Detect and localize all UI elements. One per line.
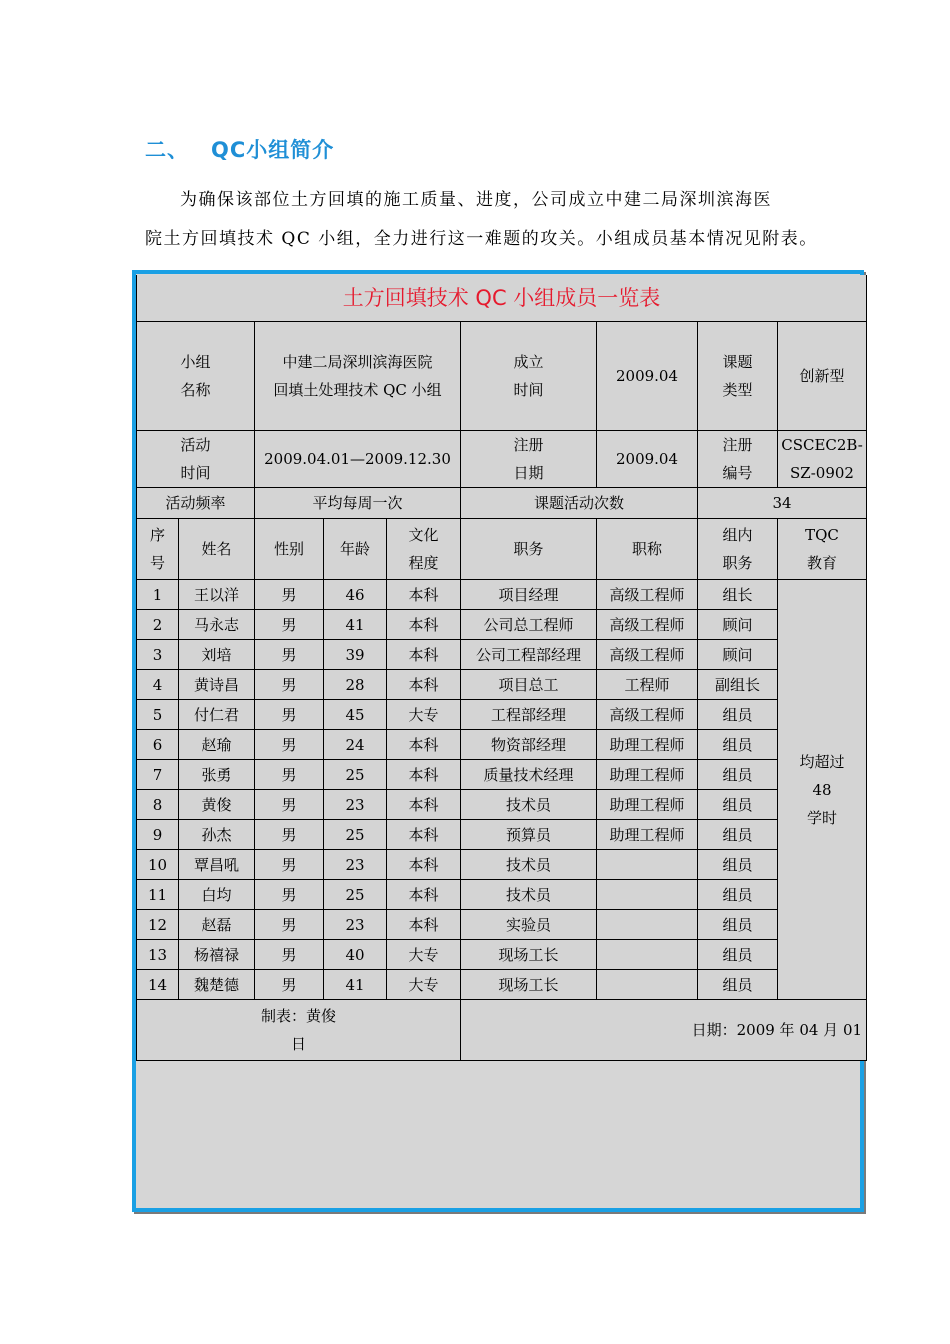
member-name: 张勇 [179,760,255,790]
member-no: 1 [137,580,179,610]
member-title: 助理工程师 [597,820,698,850]
member-education: 本科 [387,790,461,820]
tqc-value: 均超过 48 学时 [778,580,867,1000]
member-gender: 男 [255,790,324,820]
member-no: 14 [137,970,179,1000]
col-gender: 性别 [255,519,324,580]
member-position: 工程部经理 [461,700,597,730]
col-title: 职称 [597,519,698,580]
member-position: 现场工长 [461,940,597,970]
section-number: 二、 [145,138,189,162]
member-title: 高级工程师 [597,640,698,670]
member-role: 组员 [698,880,778,910]
table-row [137,850,867,880]
member-position: 项目经理 [461,580,597,610]
member-no: 13 [137,940,179,970]
member-title [597,910,698,940]
member-position: 现场工长 [461,970,597,1000]
founded-label: 成立 时间 [461,322,597,431]
topic-type-label: 课题 类型 [698,322,778,431]
member-gender: 男 [255,820,324,850]
member-name: 魏楚德 [179,970,255,1000]
member-education: 本科 [387,670,461,700]
section-heading [145,134,334,164]
member-title [597,850,698,880]
member-age: 25 [324,880,387,910]
member-name: 刘培 [179,640,255,670]
member-no: 10 [137,850,179,880]
frequency-label: 活动频率 [137,488,255,519]
table-row [137,580,867,610]
member-name: 孙杰 [179,820,255,850]
member-position: 技术员 [461,850,597,880]
col-tqc: TQC 教育 [778,519,867,580]
member-title [597,880,698,910]
member-education: 本科 [387,880,461,910]
member-age: 39 [324,640,387,670]
member-role: 组员 [698,760,778,790]
member-education: 本科 [387,640,461,670]
member-gender: 男 [255,760,324,790]
member-title: 高级工程师 [597,610,698,640]
member-title [597,970,698,1000]
member-age: 23 [324,790,387,820]
member-role: 组员 [698,700,778,730]
member-age: 25 [324,820,387,850]
member-title: 助理工程师 [597,790,698,820]
col-position: 职务 [461,519,597,580]
info-row-frequency [137,488,867,519]
member-role: 组员 [698,850,778,880]
member-education: 本科 [387,730,461,760]
col-age: 年龄 [324,519,387,580]
footer-maker: 制表：黄俊 [260,1007,336,1025]
member-age: 45 [324,700,387,730]
col-name: 姓名 [179,519,255,580]
member-role: 组员 [698,820,778,850]
member-position: 公司总工程师 [461,610,597,640]
group-name-label: 小组 名称 [137,322,255,431]
qc-member-table [136,275,867,1061]
member-age: 23 [324,850,387,880]
member-age: 25 [324,760,387,790]
member-name: 赵磊 [179,910,255,940]
register-date-label: 注册 日期 [461,431,597,488]
member-gender: 男 [255,880,324,910]
member-no: 4 [137,670,179,700]
member-name: 付仁君 [179,700,255,730]
member-gender: 男 [255,700,324,730]
footer-date: 日期：2009 年 04 月 01 [461,1000,867,1061]
member-education: 大专 [387,700,461,730]
member-age: 23 [324,910,387,940]
member-title: 工程师 [597,670,698,700]
table-row [137,670,867,700]
member-gender: 男 [255,670,324,700]
col-seq: 序 号 [137,519,179,580]
member-education: 本科 [387,910,461,940]
member-role: 组员 [698,940,778,970]
table-row [137,730,867,760]
member-title: 高级工程师 [597,580,698,610]
member-no: 11 [137,880,179,910]
member-position: 物资部经理 [461,730,597,760]
activity-time-label: 活动 时间 [137,431,255,488]
member-no: 7 [137,760,179,790]
section-title: QC小组简介 [211,138,335,162]
table-row [137,910,867,940]
member-no: 5 [137,700,179,730]
register-no-value: CSCEC2B- SZ-0902 [778,431,867,488]
footer-left [137,1000,461,1061]
member-title [597,940,698,970]
member-no: 3 [137,640,179,670]
info-row-activity [137,431,867,488]
member-position: 质量技术经理 [461,760,597,790]
member-gender: 男 [255,940,324,970]
member-gender: 男 [255,610,324,640]
member-no: 9 [137,820,179,850]
member-position: 技术员 [461,880,597,910]
member-education: 大专 [387,940,461,970]
member-name: 黄俊 [179,790,255,820]
member-gender: 男 [255,640,324,670]
founded-value: 2009.04 [597,322,698,431]
member-position: 实验员 [461,910,597,940]
member-role: 顾问 [698,610,778,640]
member-education: 本科 [387,610,461,640]
table-row [137,940,867,970]
table-row [137,880,867,910]
member-position: 项目总工 [461,670,597,700]
member-gender: 男 [255,580,324,610]
member-name: 王以洋 [179,580,255,610]
col-role: 组内 职务 [698,519,778,580]
member-role: 组员 [698,790,778,820]
member-role: 组长 [698,580,778,610]
info-row-group [137,322,867,431]
table-row [137,970,867,1000]
member-role: 顾问 [698,640,778,670]
member-gender: 男 [255,850,324,880]
member-title: 助理工程师 [597,730,698,760]
member-name: 杨禧禄 [179,940,255,970]
member-position: 预算员 [461,820,597,850]
member-title: 助理工程师 [597,760,698,790]
table-row [137,610,867,640]
member-header-row [137,519,867,580]
member-age: 28 [324,670,387,700]
register-date-value: 2009.04 [597,431,698,488]
member-name: 白均 [179,880,255,910]
table-row [137,820,867,850]
member-no: 2 [137,610,179,640]
group-name-value: 中建二局深圳滨海医院 回填土处理技术 QC 小组 [255,322,461,431]
intro-paragraph-line1: 为确保该部位土方回填的施工质量、进度，公司成立中建二局深圳滨海医 [180,190,772,210]
member-education: 本科 [387,820,461,850]
member-age: 46 [324,580,387,610]
table-footer [137,1000,867,1061]
member-name: 赵瑜 [179,730,255,760]
member-education: 本科 [387,760,461,790]
table-title: 土方回填技术 QC 小组成员一览表 [137,275,867,322]
member-role: 组员 [698,730,778,760]
member-gender: 男 [255,910,324,940]
member-age: 41 [324,610,387,640]
member-gender: 男 [255,730,324,760]
table-row [137,700,867,730]
member-name: 覃昌吼 [179,850,255,880]
member-title: 高级工程师 [597,700,698,730]
activity-count-label: 课题活动次数 [461,488,698,519]
member-education: 本科 [387,580,461,610]
intro-paragraph-line2: 院土方回填技术 QC 小组，全力进行这一难题的攻关。小组成员基本情况见附表。 [145,229,818,249]
member-position: 公司工程部经理 [461,640,597,670]
member-education: 大专 [387,970,461,1000]
member-role: 组员 [698,910,778,940]
member-age: 24 [324,730,387,760]
col-education: 文化 程度 [387,519,461,580]
member-position: 技术员 [461,790,597,820]
member-name: 黄诗昌 [179,670,255,700]
table-row [137,640,867,670]
member-role: 组员 [698,970,778,1000]
footer-date-tail: 日 [290,1035,306,1053]
member-no: 6 [137,730,179,760]
activity-time-value: 2009.04.01—2009.12.30 [255,431,461,488]
member-education: 本科 [387,850,461,880]
member-no: 8 [137,790,179,820]
member-age: 40 [324,940,387,970]
topic-type-value: 创新型 [778,322,867,431]
register-no-label: 注册 编号 [698,431,778,488]
member-no: 12 [137,910,179,940]
table-row [137,760,867,790]
member-age: 41 [324,970,387,1000]
member-role: 副组长 [698,670,778,700]
frequency-value: 平均每周一次 [255,488,461,519]
activity-count-value: 34 [698,488,867,519]
table-row [137,790,867,820]
member-name: 马永志 [179,610,255,640]
member-gender: 男 [255,970,324,1000]
